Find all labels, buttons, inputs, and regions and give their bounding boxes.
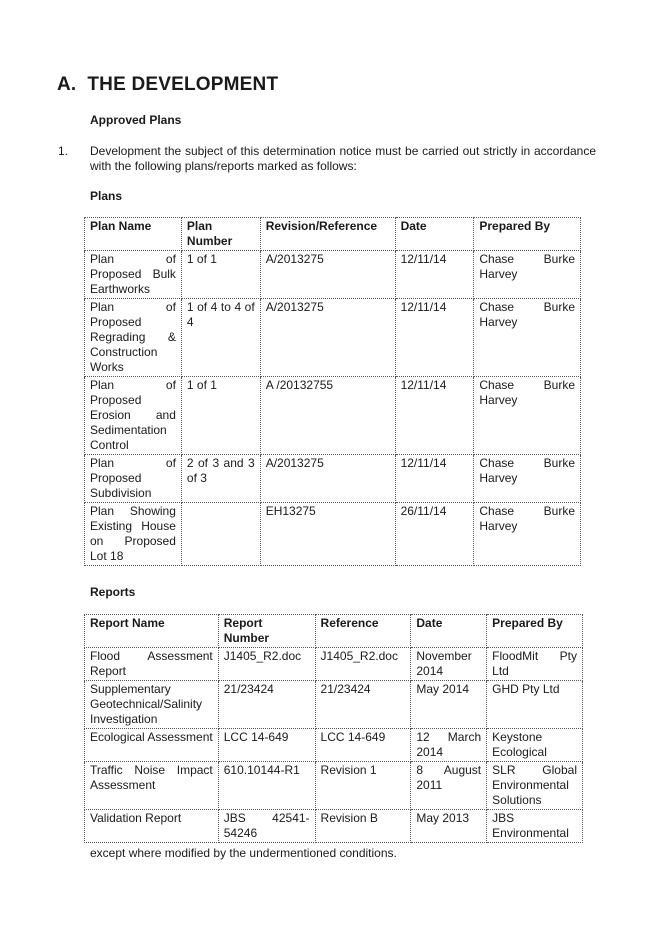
reports-header-cell: Reference [315,615,411,648]
plans-table-row-cell: Plan of Proposed Erosion and Sedimentation Control [85,377,182,455]
plans-table-row-cell: EH13275 [260,503,395,566]
plans-table-row [85,251,581,299]
plans-table-row-cell: Plan of Proposed Bulk Earthworks [85,251,182,299]
section-heading [57,74,278,96]
plans-table-row-cell: 12/11/14 [395,299,474,377]
reports-table-row [85,648,583,681]
reports-table-row-cell: 21/23424 [315,681,411,729]
condition-number: 1. [58,144,69,158]
plans-table-row-cell: 12/11/14 [395,377,474,455]
reports-table-row-cell: May 2013 [411,810,487,843]
reports-table-row-cell: LCC 14-649 [218,729,315,762]
reports-table-row-cell: Revision B [315,810,411,843]
reports-heading: Reports [90,585,136,599]
plans-table-row-cell: A/2013275 [260,251,395,299]
plans-table-row [85,455,581,503]
approved-plans-heading: Approved Plans [90,113,182,127]
reports-table-row [85,762,583,810]
plans-table-row [85,377,581,455]
reports-table-row-cell: JBS 42541-54246 [218,810,315,843]
plans-table-row-cell: A/2013275 [260,299,395,377]
plans-table-row-cell: 12/11/14 [395,251,474,299]
plans-table-row-cell: 1 of 4 to 4 of 4 [181,299,260,377]
plans-heading: Plans [90,189,123,203]
plans-header-cell: Date [395,218,474,251]
plans-table-row-cell: 26/11/14 [395,503,474,566]
reports-table-row-cell: Ecological Assessment [85,729,219,762]
reports-table-row-cell: Supplementary Geotechnical/Salinity Investigation [85,681,219,729]
plans-table-row-cell: A/2013275 [260,455,395,503]
reports-table-row-cell: JBS Environmental [487,810,583,843]
reports-table-row-cell: 21/23424 [218,681,315,729]
plans-table-row-cell: Chase Burke Harvey [474,299,581,377]
reports-table-row-cell: Revision 1 [315,762,411,810]
plans-header-cell: Prepared By [474,218,581,251]
section-title: THE DEVELOPMENT [87,74,279,95]
plans-header-cell: Plan Number [181,218,260,251]
reports-table-row-cell: J1405_R2.doc [218,648,315,681]
reports-table-row [85,810,583,843]
reports-table-row-cell: 12 March 2014 [411,729,487,762]
plans-table-row-cell: Plan Showing Existing House on Proposed Lot 18 [85,503,182,566]
plans-table-row [85,503,581,566]
reports-table-row-cell: Keystone Ecological [487,729,583,762]
reports-table-row-cell: FloodMit Pty Ltd [487,648,583,681]
plans-table [84,217,581,566]
reports-table [84,614,583,843]
reports-table-row-cell: November 2014 [411,648,487,681]
reports-table-row [85,681,583,729]
reports-table-row-cell: Traffic Noise Impact Assessment [85,762,219,810]
plans-table-row-cell: 2 of 3 and 3 of 3 [181,455,260,503]
plans-table-row-cell: Chase Burke Harvey [474,251,581,299]
plans-table-row-cell: 1 of 1 [181,377,260,455]
plans-table-row-cell: Plan of Proposed Regrading & Construction Works [85,299,182,377]
plans-table-row-cell: 12/11/14 [395,455,474,503]
reports-table-row-cell: SLR Global Environmental Solutions [487,762,583,810]
plans-table-row [85,299,581,377]
reports-table-row [85,729,583,762]
section-letter: A. [57,74,77,95]
plans-table-row-cell [181,503,260,566]
reports-table-row-cell: 610.10144-R1 [218,762,315,810]
reports-header-row [85,615,583,648]
reports-table-row-cell: GHD Pty Ltd [487,681,583,729]
footer-text: except where modified by the undermentioned conditions. [90,846,397,860]
reports-table-row-cell: LCC 14-649 [315,729,411,762]
reports-header-cell: Prepared By [487,615,583,648]
condition-text: Development the subject of this determination notice must be carried out strictly in accordance with the following plans/reports marked as follows: [90,144,596,173]
plans-table-row-cell: A /20132755 [260,377,395,455]
reports-table-row-cell: May 2014 [411,681,487,729]
reports-header-cell: Report Number [218,615,315,648]
reports-table-row-cell: J1405_R2.doc [315,648,411,681]
plans-header-row [85,218,581,251]
plans-header-cell: Revision/Reference [260,218,395,251]
plans-table-row-cell: Plan of Proposed Subdivision [85,455,182,503]
plans-table-row-cell: Chase Burke Harvey [474,503,581,566]
reports-table-row-cell: Validation Report [85,810,219,843]
plans-table-row-cell: Chase Burke Harvey [474,455,581,503]
reports-table-row-cell: Flood Assessment Report [85,648,219,681]
plans-header-cell: Plan Name [85,218,182,251]
plans-table-row-cell: 1 of 1 [181,251,260,299]
reports-header-cell: Date [411,615,487,648]
reports-header-cell: Report Name [85,615,219,648]
plans-table-row-cell: Chase Burke Harvey [474,377,581,455]
reports-table-row-cell: 8 August 2011 [411,762,487,810]
